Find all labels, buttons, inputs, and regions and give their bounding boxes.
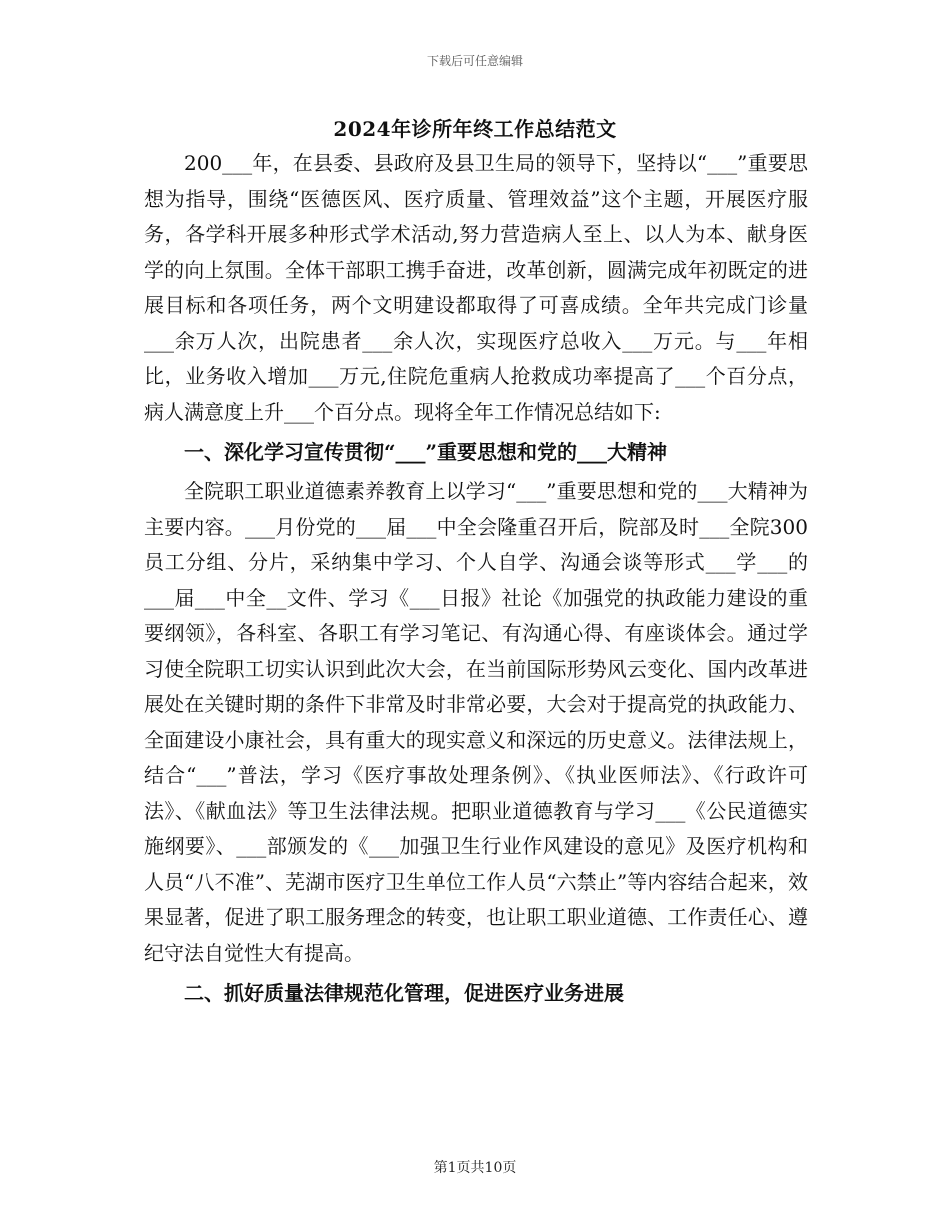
document-title: 2024年诊所年终工作总结范文 [333,117,617,141]
header-note: 下载后可任意编辑 [426,54,523,68]
page-footer: 第1页共10页 [433,1160,517,1176]
section-1-heading: 一、深化学习宣传贯彻“___”重要思想和党的___大精神 [184,440,668,464]
document-body [144,146,808,1015]
section-2-heading: 二、抓好质量法律规范化管理，促进医疗业务进展 [184,981,624,1005]
intro-paragraph: 200___年，在县委、县政府及县卫生局的领导下，坚持以“___”重要思想为指导，围绕“医德医风、医疗质量、管理效益”这个主题，开展医疗服务，各学科开展多种形式学术活动,努力营造病人至上、以人为本、献身医学的向上氛围。全体干部职工携手奋进，改革创新，圆满完成年初既定的进展目标和各项任务，两个文明建设都取得了可喜成绩。全年共完成门诊量___余万人次，出院患者___余人次，实现医疗总收入___万元。与___年相比，业务收入增加___万元,住院危重病人抢救成功率提高了___个百分点，病人满意度上升___个百分点。现将全年工作情况总结如下: [144,151,808,424]
section-1-paragraph: 全院职工职业道德素养教育上以学习“___”重要思想和党的___大精神为主要内容。___月份党的___届___中全会隆重召开后，院部及时___全院300员工分组、分片，采纳集中学习、个人自学、沟通会谈等形式___学___的___届___中全__文件、学习《___日报》社论《加强党的执政能力建设的重要纲领》，各科室、各职工有学习笔记、有沟通心得、有座谈体会。通过学习使全院职工切实认识到此次大会，在当前国际形势风云变化、国内改革进展处在关键时期的条件下非常及时非常必要，大会对于提高党的执政能力、全面建设小康社会，具有重大的现实意义和深远的历史意义。法律法规上，结合“___”普法，学习《医疗事故处理条例》、《执业医师法》、《行政许可法》、《献血法》等卫生法律法规。把职业道德教育与学习___《公民道德实施纲要》、___部颁发的《___加强卫生行业作风建设的意见》及医疗机构和人员“八不准”、芜湖市医疗卫生单位工作人员“六禁止”等内容结合起来，效果显著，促进了职工服务理念的转变，也让职工职业道德、工作责任心、遵纪守法自觉性大有提高。 [144,479,808,965]
